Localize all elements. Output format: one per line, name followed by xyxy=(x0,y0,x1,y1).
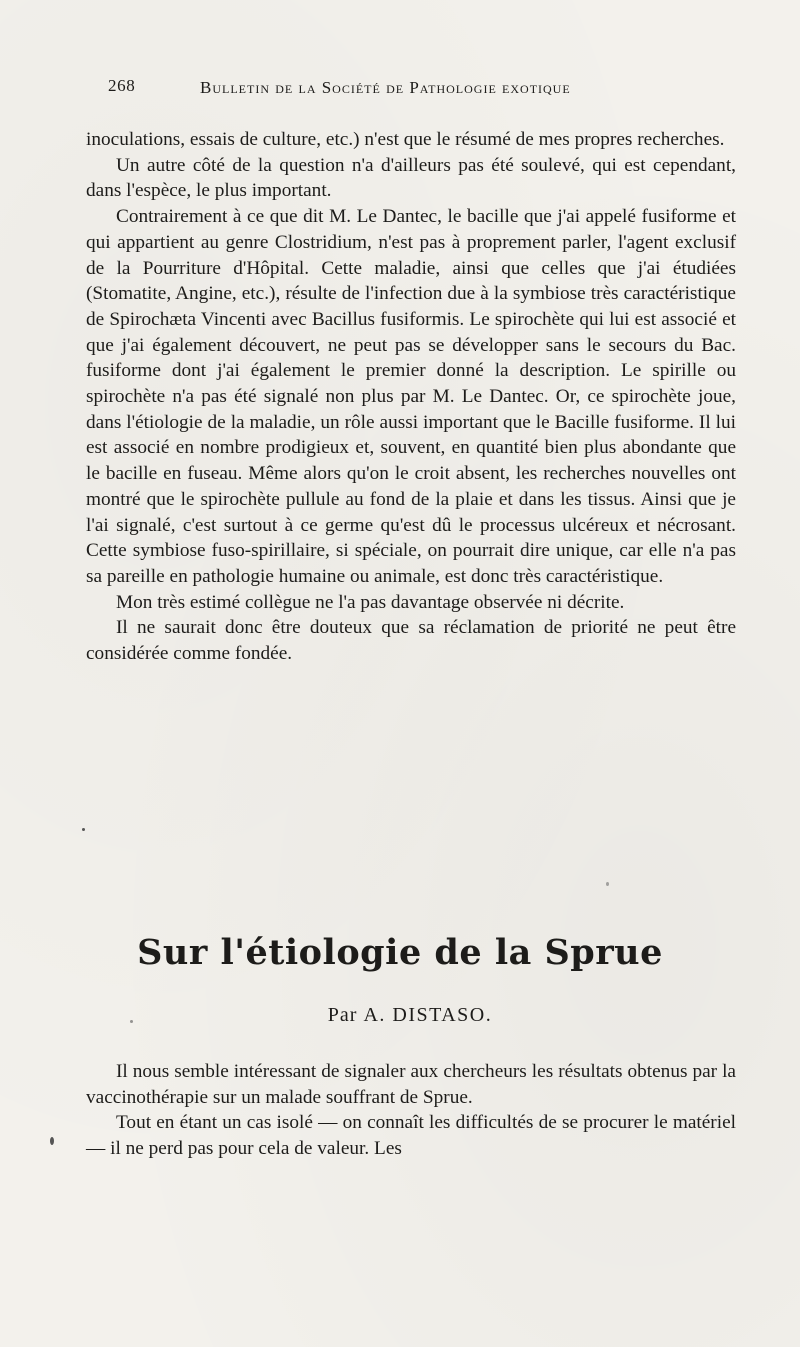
print-speck xyxy=(82,828,85,831)
byline xyxy=(0,1004,800,1027)
article-body xyxy=(86,1059,736,1162)
paragraph: Il ne saurait donc être douteux que sa réclamation de priorité ne peut être considérée comme fondée. xyxy=(86,617,736,665)
paragraph: Il nous semble intéressant de signaler aux chercheurs les résultats obtenus par la vaccinothérapie sur un malade souffrant de Sprue. xyxy=(86,1061,736,1108)
paragraph: inoculations, essais de culture, etc.) n'est que le résumé de mes propres recherches. xyxy=(86,129,725,150)
paragraph: Tout en étant un cas isolé — on connaît les difficultés de se procurer le matériel — il ne perd pas pour cela de valeur. Les xyxy=(86,1112,736,1160)
paragraph: Contrairement à ce que dit M. Le Dantec, le bacille que j'ai appelé fusiforme et qui appartient au genre Clostridium, n'est pas à proprement parler, l'agent exclusif de la Pourriture d'Hôpital. Cette maladie, ainsi que celles que j'ai étudiées (Stomatite, Angine, etc.), résulte de l'infection due à la symbiose très caractéristique de Spirochæta Vincenti avec Bacillus fusiformis. Le spirochète qui lui est associé et que j'ai également découvert, ne peut pas se développer sans le secours du Bac. fusiforme dont j'ai également le premier donné la description. Le spirille ou spirochète n'a pas été signalé non plus par M. Le Dantec. Or, ce spirochète joue, dans l'étiologie de la maladie, un rôle aussi important que le Bacille fusiforme. Il lui est associé en nombre prodigieux et, souvent, en quantité bien plus abondante que le bacille en fuseau. Même alors qu'on le croit absent, les recherches nouvelles ont montré que le spirochète pullule au fond de la plaie et dans les tissus. Ainsi que je l'ai signalé, c'est surtout à ce germe qu'est dû le processus ulcéreux et nécrosant. Cette symbiose fuso-spirillaire, si spéciale, on pourrait dire unique, car elle n'a pas sa pareille en pathologie humaine ou animale, est donc très caractéristique. xyxy=(86,206,736,587)
paragraph: Un autre côté de la question n'a d'ailleurs pas été soulevé, qui est cependant, dans l'espèce, le plus important. xyxy=(86,154,736,202)
print-speck xyxy=(50,1137,54,1145)
author-name: A. DISTASO. xyxy=(363,1004,493,1026)
running-head xyxy=(108,76,708,106)
previous-article-text xyxy=(86,127,736,667)
paragraph: Mon très estimé collègue ne l'a pas davantage observée ni décrite. xyxy=(116,591,625,613)
article-title: Sur l'étiologie de la Sprue xyxy=(137,932,663,973)
byline-prefix: Par xyxy=(327,1004,358,1026)
page-number: 268 xyxy=(108,76,136,95)
journal-title: Bulletin de la Société de Pathologie exotique xyxy=(200,78,571,97)
print-speck xyxy=(130,1020,133,1023)
print-speck xyxy=(606,882,609,886)
